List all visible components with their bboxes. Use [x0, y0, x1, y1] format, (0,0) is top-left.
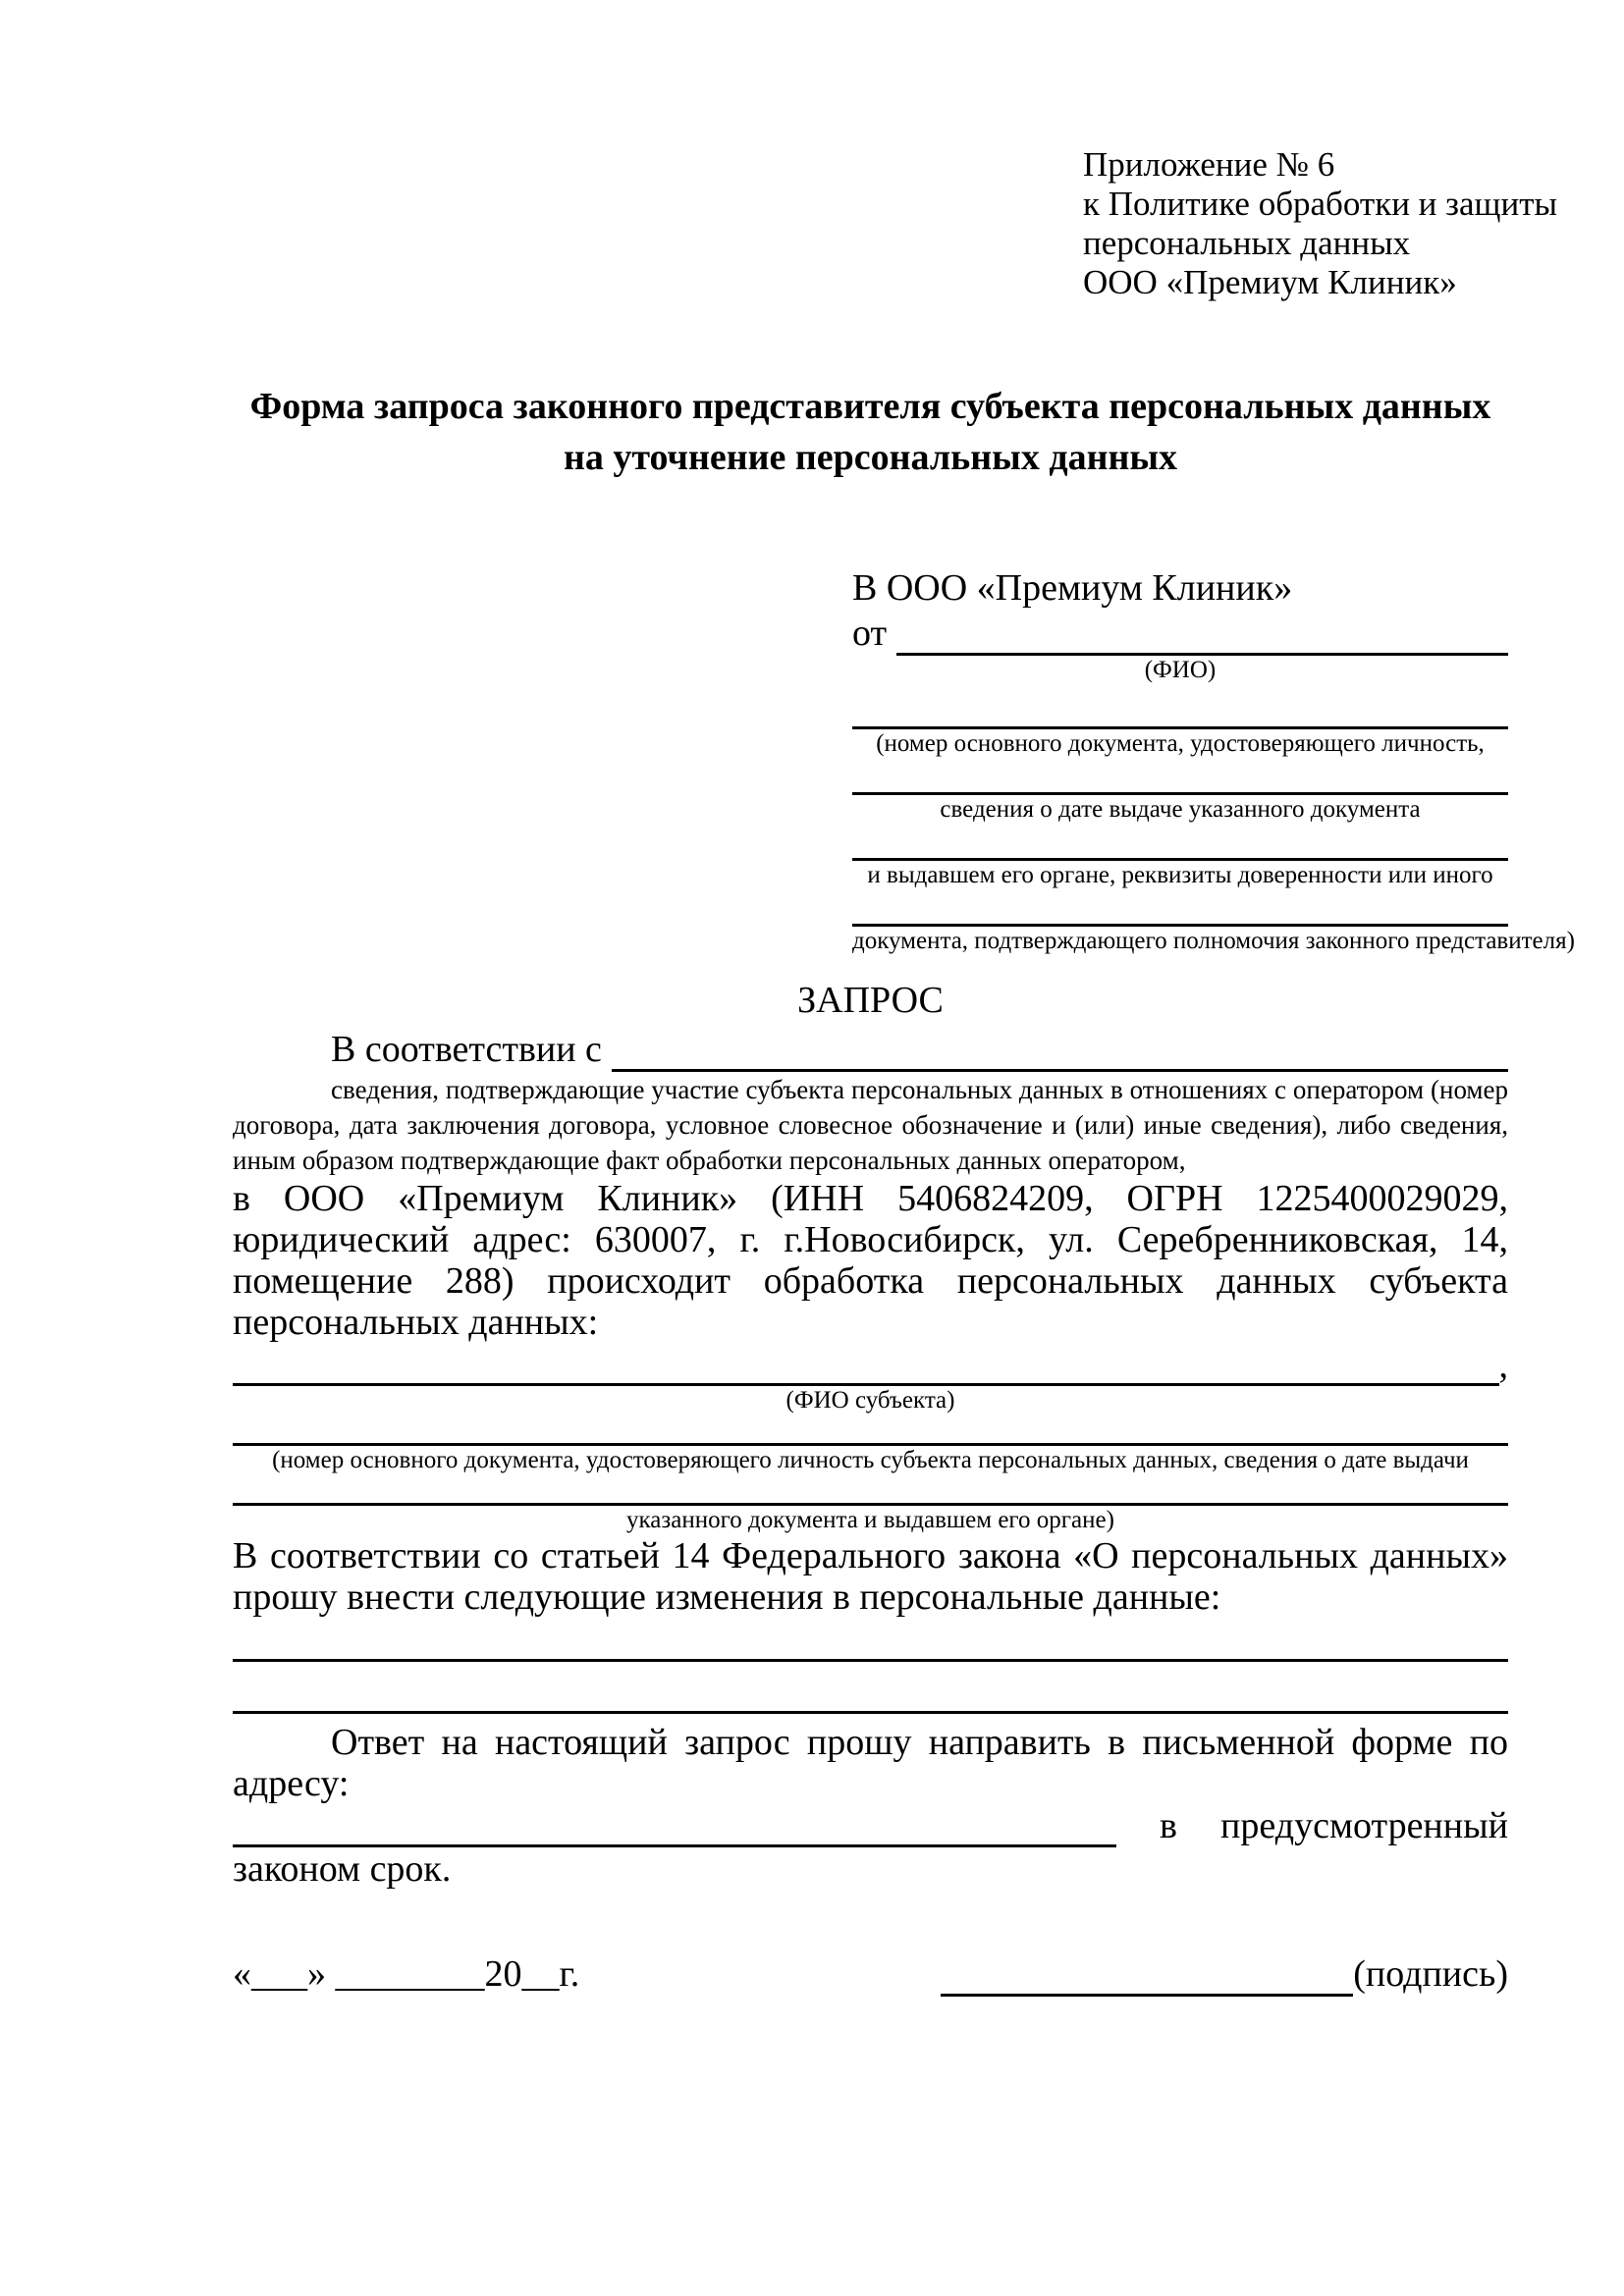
- appendix-line: к Политике обработки и защиты: [1083, 185, 1558, 223]
- subject-doc-field: [233, 1415, 1508, 1475]
- response-word: в: [1160, 1805, 1177, 1846]
- signature-fill-in-line: [941, 1951, 1353, 1997]
- address-fill-in-line: [233, 1804, 1116, 1847]
- subject-doc-field: [233, 1475, 1508, 1535]
- fill-in-line: [233, 1475, 1508, 1506]
- fill-in-line: [852, 827, 1508, 861]
- representative-doc-field: [852, 827, 1508, 890]
- changes-fill-in-line: [233, 1670, 1508, 1714]
- fill-in-line: [852, 892, 1508, 927]
- subject-doc-caption: (номер основного документа, удостоверяющего личность субъекта персональных данных, сведения о дате выдачи: [272, 1447, 1469, 1473]
- subject-fio-row: [233, 1345, 1508, 1386]
- appendix-line: Приложение № 6: [1083, 145, 1335, 184]
- document-title-line-1: Форма запроса законного представителя субъекта персональных данных: [249, 386, 1491, 427]
- response-line-3: законом срок.: [233, 1848, 452, 1890]
- subject-fio-fill-in-line: [233, 1345, 1499, 1386]
- representative-doc-field: [852, 892, 1575, 956]
- accordance-note: сведения, подтверждающие участие субъекта персональных данных в отношениях с оператором (номер договора, дата заключения договора, условное словесное обозначение и (или) иные сведения), либо сведения, иным образом подтверждающие факт обработки персональных данных оператором,: [233, 1075, 1508, 1175]
- subject-doc-caption: указанного документа и выдавшем его органе): [626, 1507, 1114, 1533]
- response-word: предусмотренный: [1220, 1805, 1508, 1846]
- request-heading: ЗАПРОС: [797, 980, 944, 1021]
- response-address-row: [233, 1804, 1508, 1847]
- from-label: от: [852, 613, 888, 654]
- addressee-organization: В ООО «Премиум Клиник»: [852, 567, 1293, 609]
- appendix-line: ООО «Премиум Клиник»: [1083, 263, 1457, 301]
- representative-doc-field: [852, 695, 1508, 759]
- response-line-1: Ответ на настоящий запрос прошу направить в письменной форме по адресу:: [233, 1722, 1508, 1804]
- field-caption: и выдавшем его органе, реквизиты доверенности или иного: [867, 862, 1493, 888]
- fill-in-line: [852, 761, 1508, 795]
- from-fill-in-line: [896, 611, 1508, 656]
- operator-paragraph: в ООО «Премиум Клиник» (ИНН 5406824209, ОГРН 1225400029029, юридический адрес: 630007, г. г.Новосибирск, ул. Серебренниковская, 14, помещение 288) происходит обработка персональных данных субъекта персональных данных:: [233, 1178, 1508, 1343]
- representative-doc-field: [852, 761, 1508, 825]
- field-caption: сведения о дате выдаче указанного документа: [940, 796, 1421, 823]
- page-content: [233, 145, 1575, 1997]
- subject-fio-caption: (ФИО субъекта): [785, 1387, 955, 1414]
- appendix-line: персональных данных: [1083, 224, 1411, 262]
- date-field: «___» ________20__г.: [233, 1953, 580, 1995]
- signature-caption: (подпись): [1353, 1953, 1508, 1995]
- fill-in-line: [233, 1415, 1508, 1446]
- signature-area: [941, 1951, 1508, 1997]
- fill-in-line: [852, 695, 1508, 729]
- from-row: [852, 611, 1508, 656]
- accordance-fill-in-line: [612, 1027, 1508, 1072]
- changes-fill-in-line: [233, 1618, 1508, 1662]
- addressee-block: [852, 565, 1575, 956]
- field-caption: (номер основного документа, удостоверяющего личность,: [876, 730, 1485, 757]
- fio-caption: (ФИО): [1144, 657, 1217, 683]
- field-caption: документа, подтверждающего полномочия законного представителя): [852, 928, 1575, 954]
- date-signature-row: [233, 1951, 1508, 1997]
- accordance-label: В соответствии с: [331, 1029, 602, 1070]
- document-title-line-2: на уточнение персональных данных: [563, 437, 1178, 478]
- document-title: [233, 381, 1508, 483]
- appendix-block: [1083, 145, 1558, 302]
- accordance-row: [233, 1027, 1508, 1072]
- subject-fio-comma: ,: [1498, 1345, 1508, 1386]
- law-paragraph: В соответствии со статьей 14 Федерального закона «О персональных данных» прошу внести следующие изменения в персональные данные:: [233, 1535, 1508, 1618]
